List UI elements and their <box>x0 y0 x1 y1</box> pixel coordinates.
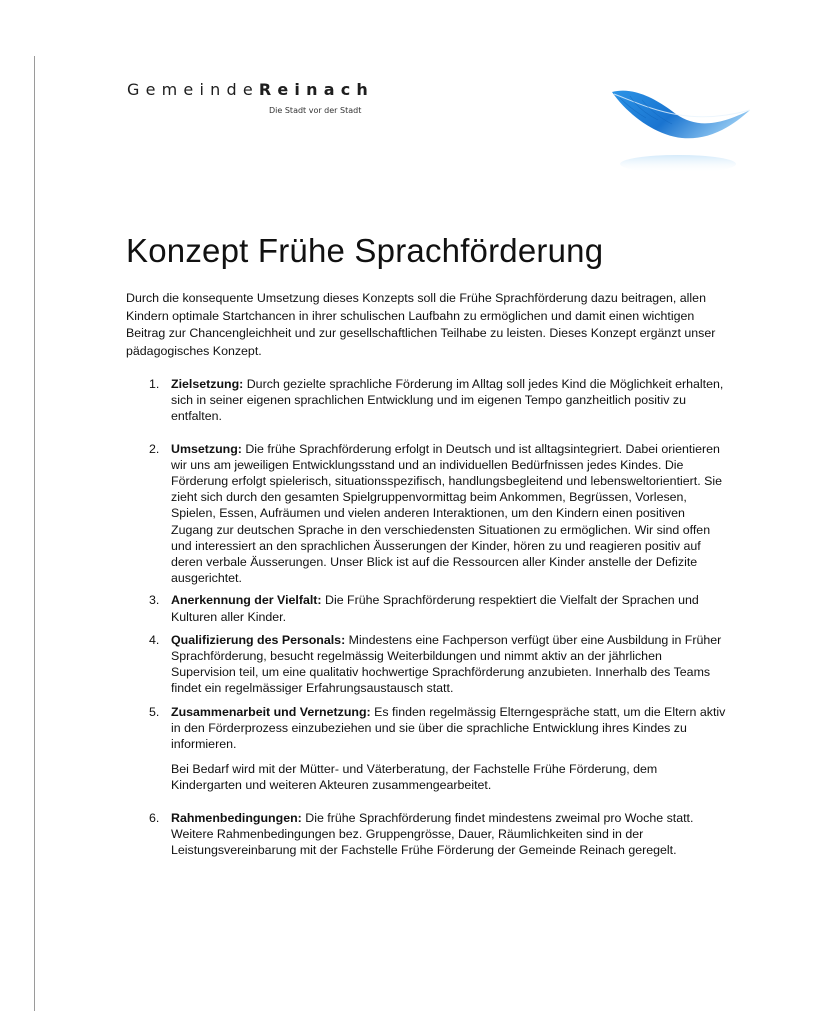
list-item-text: Mindestens eine Fachperson verfügt über eine Ausbildung in Früher Sprachförderung, besucht regelmässig Weiterbildungen und nimmt aktiv an der jährlichen Supervision teil, um eine qualitativ hochwertige Sprachförderung anzubieten. Innerhalb des Teams findet ein regelmässiger Erfahrungsaustausch statt. <box>171 632 722 696</box>
list-item-rahmenbedingungen <box>127 810 727 859</box>
list-item-number: 5. <box>149 704 160 719</box>
list-item-number: 2. <box>149 441 160 456</box>
logo-wordmark <box>127 80 374 99</box>
list-item-text: Es finden regelmässig Elterngespräche statt, um die Eltern aktiv in den Förderprozess einzubeziehen und sie über die sprachliche Entwicklung ihres Kindes zu informieren. <box>171 704 726 752</box>
list-item-zielsetzung <box>127 376 727 425</box>
logo-name-reinach: Reinach <box>258 80 374 99</box>
list-item-zusammenarbeit <box>127 704 727 794</box>
list-item-text: Die Frühe Sprachförderung respektiert die Vielfalt der Sprachen und Kulturen aller Kinder. <box>171 593 699 624</box>
list-item-number: 6. <box>149 810 160 825</box>
intro-paragraph: Durch die konsequente Umsetzung dieses Konzepts soll die Frühe Sprachförderung dazu beitragen, allen Kindern optimale Startchancen in ihrer schulischen Laufbahn zu ermöglichen und damit einen wichtigen Beitrag zur Chancengleichheit und zur gesellschaftlichen Teilhabe zu leisten. Dieses Konzept ergänzt unser pädagogisches Konzept. <box>126 291 716 358</box>
list-item-label: Qualifizierung des Personals: <box>171 632 346 647</box>
feather-logo-icon <box>606 76 756 186</box>
list-item-label: Rahmenbedingungen: <box>171 810 302 825</box>
logo-name-gemeinde: Gemeinde <box>127 80 259 99</box>
list-item-number: 4. <box>149 632 160 647</box>
list-item-label: Anerkennung der Vielfalt: <box>171 593 322 608</box>
list-item-label: Zielsetzung: <box>171 377 244 391</box>
page-margin-line <box>34 56 35 1011</box>
concept-list <box>127 376 727 858</box>
page-title: Konzept Frühe Sprachförderung <box>126 232 604 269</box>
list-item-label: Zusammenarbeit und Vernetzung: <box>171 704 371 719</box>
list-item-text: Durch gezielte sprachliche Förderung im Alltag soll jedes Kind die Möglichkeit erhalten, sich in seiner eigenen sprachlichen Entwicklung und im eigenen Tempo ganzheitlich positiv zu entfalten. <box>171 377 724 424</box>
municipality-logo <box>127 80 374 115</box>
list-item-number: 3. <box>149 593 160 608</box>
list-item-extra-text: Bei Bedarf wird mit der Mütter- und Väterberatung, der Fachstelle Frühe Förderung, dem Kindergarten und weiteren Akteuren zusammengearbeitet. <box>171 762 658 793</box>
list-item-umsetzung <box>127 441 727 587</box>
list-item-qualifizierung <box>127 632 727 697</box>
list-item-text: Die frühe Sprachförderung findet mindestens zweimal pro Woche statt. Weitere Rahmenbedingungen bez. Gruppengrösse, Dauer, Räumlichkeiten sind in der Leistungsvereinbarung mit der Fachstelle Frühe Förderung der Gemeinde Reinach geregelt. <box>171 810 694 858</box>
logo-tagline: Die Stadt vor der Stadt <box>269 106 362 115</box>
list-item-anerkennung <box>127 592 727 624</box>
list-item-text: Die frühe Sprachförderung erfolgt in Deutsch und ist alltagsintegriert. Dabei orientieren wir uns am jeweiligen Entwicklungsstand und an individuellen Bedürfnissen jedes Kindes. Die Förderung erfolgt spielerisch, situationsspezifisch, handlungsbegleitend und lebensweltorientiert. Sie zieht sich durch den gesamten Spielgruppenvormittag beim Ankommen, Begrüssen, Vorlesen, Spielen, Essen, Aufräumen und vielen anderen Interaktionen, um den Kindern einen positiven Zugang zur deutschen Sprache in den verschiedensten Situationen zu ermöglichen. Wir sind offen und interessiert an den sprachlichen Äusserungen der Kinder, hören zu und reagieren positiv auf deren verbale Äusserungen. Unser Blick ist auf die Ressourcen aller Kinder anstelle der Defizite ausgerichtet. <box>171 441 723 586</box>
list-item-number: 1. <box>149 377 160 391</box>
list-item-label: Umsetzung: <box>171 441 242 456</box>
